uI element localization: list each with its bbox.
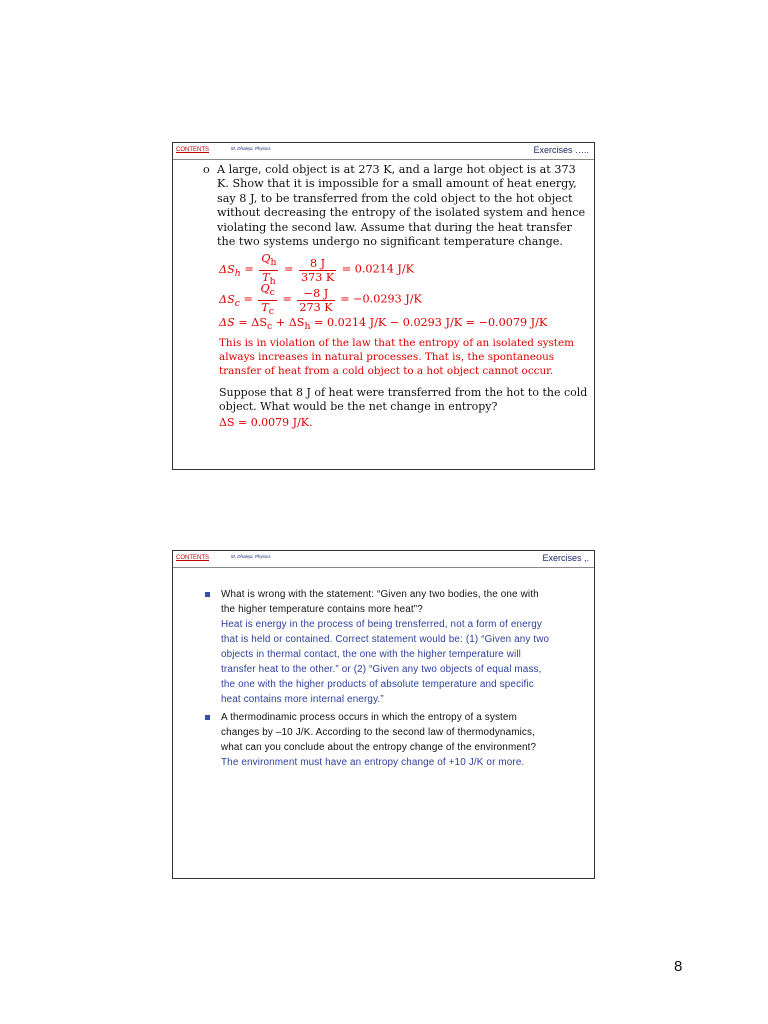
answer-text: The environment must have an entropy change of +10 J/K or more. xyxy=(221,757,525,768)
slide-2 xyxy=(172,550,595,879)
contents-link[interactable]: CONTENTS xyxy=(176,555,209,561)
equation-cold: $\Delta S_c$ = $\frac{Q_c}{T_c}$ = $\frac{-8 J}{273 K}$ = −0.0293 J/K xyxy=(219,282,422,317)
question-text: A thermodinamic process occurs in which the entropy of a system changes by –10 J/K. According to the second law of thermodynamics, what can you conclude about the entropy change of the environment? xyxy=(221,712,537,753)
slide-2-body xyxy=(203,587,553,773)
question-text: What is wrong with the statement: “Given any two bodies, the one with the higher temperature contains more heat”? xyxy=(221,589,539,615)
followup-answer: ΔS = 0.0079 J/K. xyxy=(219,416,313,430)
author-label: M. Dhaleja, Physics xyxy=(231,554,271,559)
exercise-question xyxy=(203,163,588,249)
equation-total: $\Delta S = \Delta S_c + \Delta S_h = 0.0214$ J/K − 0.0293 J/K = −0.0079 J/K xyxy=(219,316,548,333)
contents-link[interactable]: CONTENTS xyxy=(176,147,209,153)
slide-1-body xyxy=(203,163,588,430)
slide-1 xyxy=(172,142,595,470)
list-item xyxy=(203,710,553,770)
slide-1-title: Exercises ….. xyxy=(533,145,589,155)
fraction-q-over-t: $\frac{Q_c}{T_c}$ xyxy=(260,282,275,317)
list-item xyxy=(203,587,553,707)
fraction-values: $\frac{8 J}{373 K}$ xyxy=(300,256,335,284)
square-bullet-icon xyxy=(205,592,210,597)
conclusion-text: This is in violation of the law that the entropy of an isolated system always increases in natural processes. That is, the spontaneous transfer of heat from a cold object to a hot object cannot occur. xyxy=(219,337,574,378)
followup-question: Suppose that 8 J of heat were transferred from the hot to the cold object. What would be the net change in entropy? xyxy=(219,386,588,414)
slide-2-header xyxy=(173,551,594,568)
equation-hot: $\Delta S_h$ = $\frac{Q_h}{T_h}$ = $\frac{8 J}{373 K}$ = 0.0214 J/K xyxy=(219,252,415,287)
fraction-q-over-t: $\frac{Q_h}{T_h}$ xyxy=(261,252,277,287)
slide-2-title: Exercises ,. xyxy=(542,553,589,563)
page-number: 8 xyxy=(674,958,683,975)
slide-1-header xyxy=(173,143,594,160)
square-bullet-icon xyxy=(205,715,210,720)
entropy-equations xyxy=(219,252,588,332)
answer-text: Heat is energy in the process of being trensferred, not a form of energy that is held or contained. Correct statement would be: (1) “Given any two objects in thermal contact, the one with the higher temperature will transfer heat to the other.” or (2) “Given any two objects of equal mass, the one with the higher products of absolute temperature and specific heat contains more internal energy.” xyxy=(221,619,550,705)
question-text: A large, cold object is at 273 K, and a large hot object is at 373 K. Show that it is impossible for a small amount of heat energy, say 8 J, to be transferred from the cold object to the hot object without decreasing the entropy of the isolated system and hence violating the second law. Assume that during the heat transfer the two systems undergo no significant temperature change. xyxy=(217,163,586,249)
fraction-values: $\frac{-8 J}{273 K}$ xyxy=(299,286,333,314)
circle-bullet-icon: o xyxy=(203,163,210,176)
author-label: M. Dhaleja, Physics xyxy=(231,146,271,151)
